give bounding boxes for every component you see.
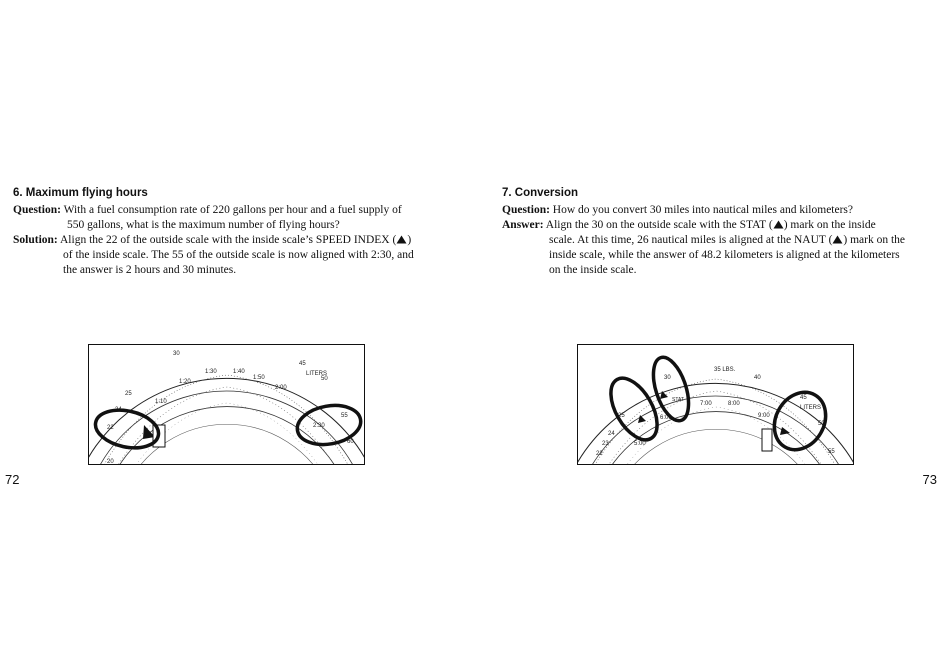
- scale-label: 30: [173, 351, 180, 357]
- scale-label: 22: [596, 451, 603, 457]
- answer-line-2a: scale. At this time, 26 nautical miles is aligned at the NAUT (: [549, 234, 833, 246]
- scale-label: 1:30: [205, 369, 217, 375]
- scale-label: 40: [754, 375, 761, 381]
- speed-index-triangle-icon: [396, 235, 407, 244]
- stat-triangle-icon: [773, 220, 784, 229]
- scale-label: 1:50: [253, 375, 265, 381]
- scale-label: 7:00: [700, 401, 712, 407]
- question-text: How do you convert 30 miles into nautical miles and kilometers?: [552, 204, 854, 216]
- scale-label: 2:00: [275, 385, 287, 391]
- liters-label: LITERS: [306, 371, 328, 377]
- solution-line-1a: Align the 22 of the outside scale with the inside scale’s SPEED INDEX (: [60, 234, 397, 246]
- solution-line-1b: ): [407, 234, 412, 246]
- scale-label: 55: [341, 413, 348, 419]
- scale-label: 2:30: [313, 423, 325, 429]
- lbs-label: 35 LBS.: [714, 367, 736, 373]
- question-label: Question:: [13, 204, 61, 216]
- scale-label: 24: [115, 407, 122, 413]
- scale-label: 25: [618, 413, 625, 419]
- scale-label: 55: [828, 449, 835, 455]
- answer-line-4: on the inside scale.: [549, 264, 637, 276]
- scale-label: 50: [818, 421, 825, 427]
- section-heading-conversion: 7. Conversion: [502, 187, 579, 199]
- scale-label: 30: [664, 375, 671, 381]
- question-block: [13, 203, 473, 233]
- scale-label: 20: [107, 459, 114, 464]
- solution-label: Solution:: [13, 234, 58, 246]
- question-line-2: 550 gallons, what is the maximum number of flying hours?: [67, 219, 340, 231]
- answer-line-2b: ) mark on the: [843, 234, 906, 246]
- question-line-1: With a fuel consumption rate of 220 gallons per hour and a fuel supply of: [63, 204, 402, 216]
- scale-label: 6:00: [660, 415, 672, 421]
- slide-rule-figure-right: [577, 344, 854, 465]
- scale-label: 1:20: [179, 379, 191, 385]
- scale-label: 60: [347, 439, 354, 445]
- page-number: 72: [5, 472, 20, 487]
- stat-label: STAT: [672, 397, 685, 403]
- question-label: Question:: [502, 204, 550, 216]
- scale-label: 45: [800, 395, 807, 401]
- solution-line-3: the answer is 2 hours and 30 minutes.: [63, 264, 237, 276]
- page-number: 73: [922, 472, 937, 487]
- solution-block: [13, 233, 473, 278]
- scale-label: 1:40: [233, 369, 245, 375]
- scale-label: 1:10: [155, 399, 167, 405]
- question-block: [502, 203, 947, 218]
- scale-label: 25: [125, 391, 132, 397]
- slide-rule-bezel-left: [89, 345, 364, 464]
- scale-label: 24: [608, 431, 615, 437]
- scale-label: 9:00: [758, 413, 770, 419]
- scale-label: 45: [299, 361, 306, 367]
- answer-line-3: inside scale, while the answer of 48.2 kilometers is aligned at the kilometers: [549, 249, 900, 261]
- naut-triangle-icon: [832, 235, 843, 244]
- section-heading-max-flying-hours: 6. Maximum flying hours: [13, 187, 148, 199]
- scale-label: 23: [602, 441, 609, 447]
- answer-label: Answer:: [502, 219, 544, 231]
- scale-label: 22: [107, 425, 114, 431]
- scale-label: 8:00: [728, 401, 740, 407]
- answer-line-1b: ) mark on the inside: [783, 219, 876, 231]
- solution-line-2: of the inside scale. The 55 of the outside scale is now aligned with 2:30, and: [63, 249, 414, 261]
- slide-rule-figure-left: [88, 344, 365, 465]
- scale-label: 5:00: [634, 441, 646, 447]
- answer-line-1a: Align the 30 on the outside scale with the STAT (: [545, 219, 773, 231]
- right-page: [475, 0, 950, 659]
- answer-block: [502, 218, 947, 278]
- slide-rule-bezel-right: [578, 345, 853, 464]
- scale-label: 50: [321, 376, 328, 382]
- liters-label: LITERS: [800, 405, 822, 411]
- clip-icon: [762, 429, 772, 451]
